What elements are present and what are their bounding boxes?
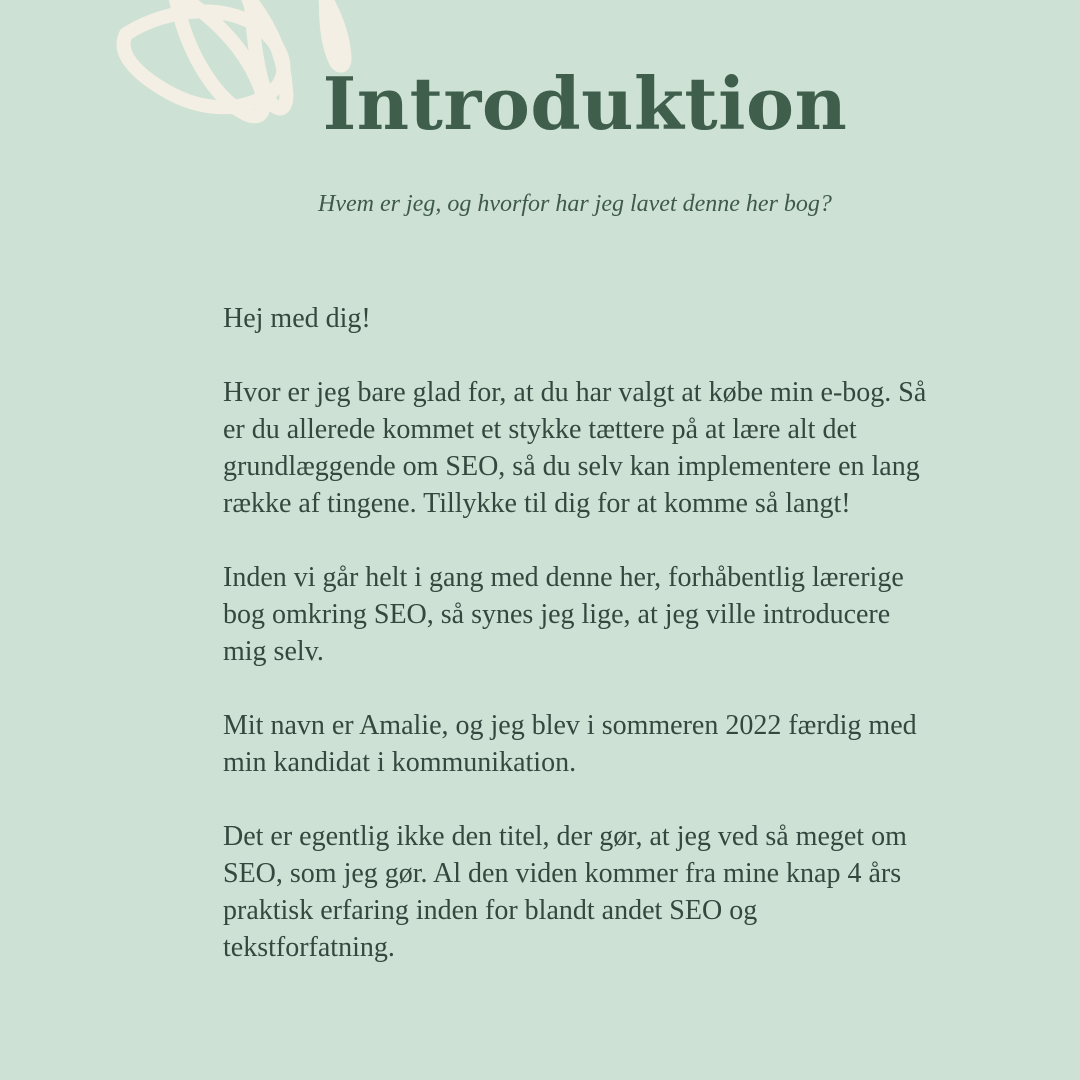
- body-text: [223, 300, 933, 966]
- paragraph-experience: Det er egentlig ikke den titel, der gør, at jeg ved så meget om SEO, som jeg gør. Al den viden kommer fra mine knap 4 års praktisk erfaring inden for blandt andet SEO og tekstforfatning.: [223, 821, 907, 963]
- paragraph-thanks: Hvor er jeg bare glad for, at du har valgt at købe min e-bog. Så er du allerede kommet et stykke tættere på at lære alt det grundlæggende om SEO, så du selv kan implementere en lang række af tingene. Tillykke til dig for at komme så langt!: [223, 377, 927, 519]
- page-title: Introduktion: [322, 61, 848, 146]
- paragraph-name: Mit navn er Amalie, og jeg blev i sommeren 2022 færdig med min kandidat i kommunikation.: [223, 710, 917, 778]
- paragraph-introduction: Inden vi går helt i gang med denne her, forhåbentlig lærerige bog omkring SEO, så synes jeg lige, at jeg ville introducere mig selv.: [223, 562, 904, 667]
- page-subtitle: Hvem er jeg, og hvorfor har jeg lavet denne her bog?: [318, 191, 832, 217]
- paragraph-greeting: Hej med dig!: [223, 303, 371, 334]
